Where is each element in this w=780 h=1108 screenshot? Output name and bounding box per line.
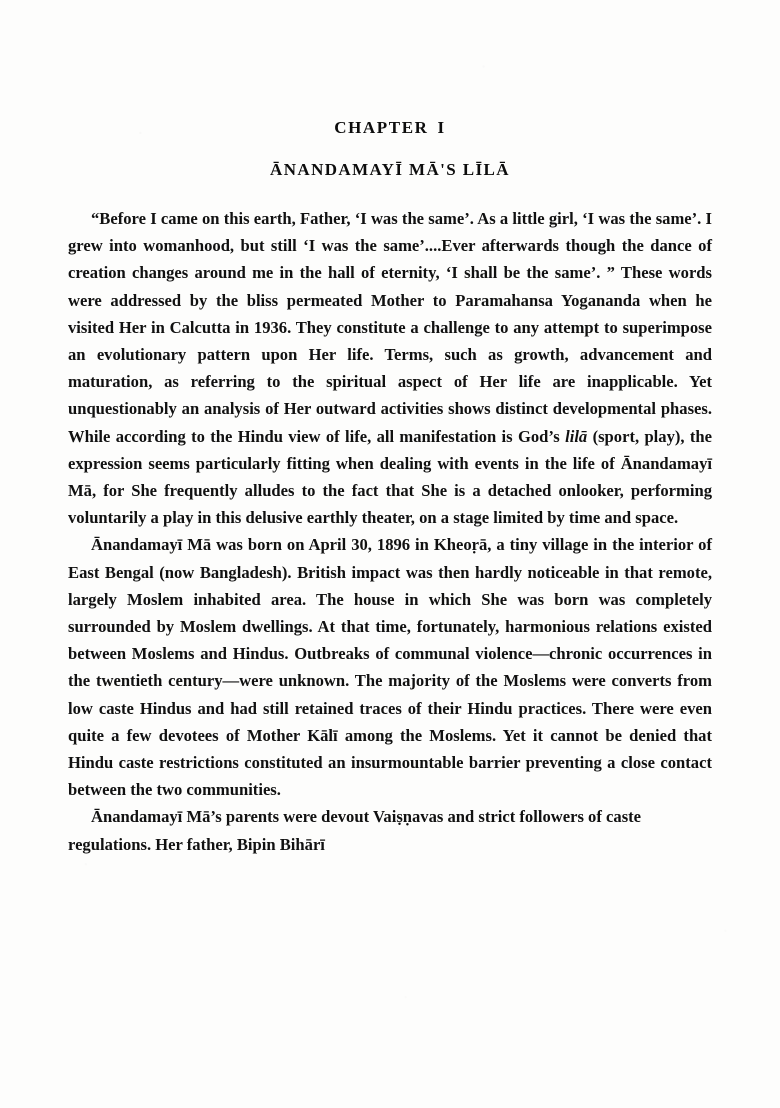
page-content bbox=[68, 0, 712, 858]
chapter-numeral: I bbox=[437, 118, 446, 137]
paragraph-1-part-2: (sport, play), the expression seems particularly fitting when dealing with events in the life of Ānandamayī Mā, for She frequently alludes to the fact that She is a detached onlooker, performing voluntarily a play in this delusive earthly theater, on a stage limited by time and space. bbox=[68, 426, 712, 528]
paragraph-2: Ānandamayī Mā was born on April 30, 1896 in Kheoṛā, a tiny village in the interior of East Bengal (now Bangladesh). British impact was then hardly noticeable in that remote, largely Moslem inhabited area. The house in which She was born was completely surrounded by Moslem dwellings. At that time, fortunately, harmonious relations existed between Moslems and Hindus. Outbreaks of communal violence—chronic occurrences in the twentieth century—were unknown. The majority of the Moslems were converts from low caste Hindus and had still retained traces of their Hindu practices. There were even quite a few devotees of Mother Kālī among the Moslems. Yet it cannot be denied that Hindu caste restrictions constituted an insurmountable barrier preventing a close contact between the two communities. bbox=[68, 535, 712, 800]
paragraph-3: Ānandamayī Mā’s parents were devout Vaiṣṇavas and strict followers of caste regulations. Her father, Bipin Bihārī bbox=[68, 807, 642, 854]
italic-term-lila: lilā bbox=[565, 426, 588, 446]
body-text bbox=[68, 180, 712, 858]
chapter-title: ĀNANDAMAYĪ MĀ'S LĪLĀ bbox=[270, 160, 510, 179]
paragraph-1-part-1: “Before I came on this earth, Father, ‘I was the same’. As a little girl, ‘I was the same’. I grew into womanhood, but still ‘I was the same’....Ever afterwards though the dance of creation changes around me in the hall of eternity, ‘I shall be the same’. ” These words were addressed by the bliss permeated Mother to Paramahansa Yogananda when he visited Her in Calcutta in 1936. They constitute a challenge to any attempt to superimpose an evolutionary pattern upon Her life. Terms, such as growth, advancement and maturation, as referring to the spiritual aspect of Her life are inapplicable. Yet unquestionably an analysis of Her outward activities shows distinct developmental phases. While according to the Hindu view of life, all manifestation is God’s bbox=[68, 209, 712, 446]
chapter-label bbox=[68, 0, 712, 138]
paragraph-1 bbox=[68, 205, 712, 531]
chapter-label-word: CHAPTER bbox=[334, 118, 429, 137]
